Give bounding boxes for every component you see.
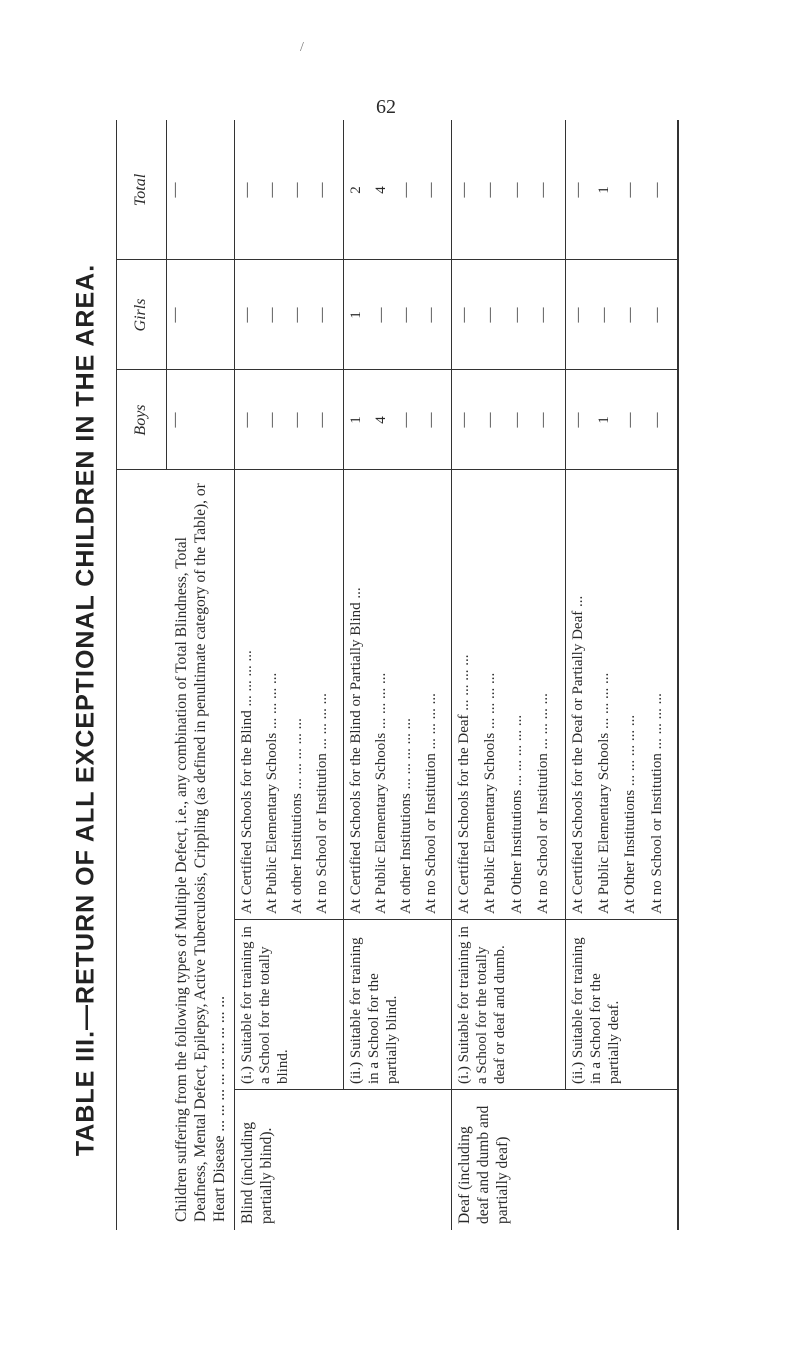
row-total: — <box>422 182 439 198</box>
row-label: At Public Elementary Schools ... ... ... ... <box>595 672 612 914</box>
row-boys: — <box>482 412 499 428</box>
row-total: 2 <box>347 186 364 194</box>
group-label: (ii.) Suitable for training in a School for the partially blind. <box>347 937 400 1084</box>
row-girls: 1 <box>347 311 364 319</box>
exceptional-children-table <box>116 120 678 1230</box>
row-total: — <box>535 182 552 198</box>
row-girls: — <box>372 307 389 323</box>
row-label: At Public Elementary Schools ... ... ... ... <box>264 672 281 914</box>
row-total: — <box>264 182 281 198</box>
row-label: At Public Elementary Schools ... ... ... ... <box>482 672 499 914</box>
row-total: — <box>622 182 639 198</box>
row-label: At Certified Schools for the Deaf ... ... ... ... <box>456 654 472 914</box>
row-label: At Other Institutions ... ... ... ... ... <box>622 714 639 914</box>
row-girls: — <box>569 307 586 323</box>
category-label: Blind (including partially blind). <box>239 1121 275 1224</box>
row-girls: — <box>648 307 665 323</box>
row-label: At no School or Institution ... ... ... ... <box>422 693 439 914</box>
row-boys: — <box>569 412 586 428</box>
row-girls: — <box>397 307 414 323</box>
row-girls: — <box>422 307 439 323</box>
rule-left-catcol <box>234 1089 678 1090</box>
row-label: At Certified Schools for the Blind or Partially Blind ... <box>347 587 364 914</box>
category-label: Deaf (including deaf and dumb and partially deaf) <box>456 1105 511 1224</box>
row-total: 4 <box>372 186 389 194</box>
row-total: — <box>482 182 499 198</box>
intro-total: — <box>167 182 183 198</box>
row-boys: — <box>239 412 255 428</box>
row-label: At Certified Schools for the Deaf or Partially Deaf ... <box>569 595 586 914</box>
row-girls: — <box>482 307 499 323</box>
intro-girls: — <box>167 307 183 323</box>
row-girls: — <box>314 307 331 323</box>
row-girls: — <box>622 307 639 323</box>
row-boys: — <box>422 412 439 428</box>
row-girls: — <box>508 307 525 323</box>
row-boys: 1 <box>595 416 612 424</box>
row-label: At Public Elementary Schools ... ... ... ... <box>372 672 389 914</box>
row-girls: — <box>239 307 255 323</box>
row-label: At other Institutions ... ... ... ... ... <box>397 718 414 914</box>
row-boys: — <box>397 412 414 428</box>
row-label: At Other Institutions ... ... ... ... ... <box>508 714 525 914</box>
row-total: — <box>508 182 525 198</box>
row-label: At other Institutions ... ... ... ... ... <box>289 718 306 914</box>
row-boys: — <box>289 412 306 428</box>
rule-top <box>116 120 117 1230</box>
row-total: — <box>648 182 665 198</box>
group-label: (i.) Suitable for training in a School for the totally blind. <box>239 926 291 1084</box>
rule-bottom <box>677 120 678 1230</box>
group-label: (i.) Suitable for training in a School for the totally deaf or deaf and dumb. <box>456 926 508 1084</box>
row-label: At no School or Institution ... ... ... ... <box>314 693 331 914</box>
row-girls: — <box>595 307 612 323</box>
row-girls: — <box>535 307 552 323</box>
row-total: — <box>239 182 255 198</box>
row-label: At no School or Institution ... ... ... ... <box>535 693 552 914</box>
row-total: — <box>569 182 586 198</box>
row-boys: — <box>648 412 665 428</box>
row-label: At Certified Schools for the Blind ... ... ... ... <box>239 650 255 914</box>
row-boys: — <box>264 412 281 428</box>
header-total: Total <box>132 173 149 207</box>
row-boys: 4 <box>372 416 389 424</box>
table-title: TABLE III.—RETURN OF ALL EXCEPTIONAL CHILDREN IN THE AREA. <box>71 263 100 1157</box>
row-total: — <box>314 182 331 198</box>
row-total: — <box>289 182 306 198</box>
rule-header <box>166 120 167 470</box>
row-boys: — <box>314 412 331 428</box>
row-girls: — <box>456 307 472 323</box>
row-label: At no School or Institution ... ... ... ... <box>648 693 665 914</box>
rule-left-groupcol <box>234 919 678 920</box>
row-total: 1 <box>595 186 612 194</box>
page-number: 62 <box>376 96 396 118</box>
row-total: — <box>456 182 472 198</box>
rule-category <box>678 120 679 1230</box>
header-boys: Boys <box>132 404 149 436</box>
row-boys: — <box>456 412 472 428</box>
row-total: — <box>397 182 414 198</box>
intro-text: Children suffering from the following types of Multiple Defect, i.e., any combination of Total Blindness, Total Deafness, Mental Defect, Epilepsy, Active Tuberculosis, Crippling (as defined in penultimate category of the Table), or Heart Disease ... ... ... ... ... ... ... ... ... <box>173 483 228 1222</box>
row-boys: 1 <box>347 416 364 424</box>
group-label: (ii.) Suitable for training in a School for the partially deaf. <box>569 937 622 1084</box>
row-boys: — <box>508 412 525 428</box>
header-girls: Girls <box>132 298 149 332</box>
row-girls: — <box>264 307 281 323</box>
stray-mark: / <box>300 40 304 55</box>
row-girls: — <box>289 307 306 323</box>
row-boys: — <box>535 412 552 428</box>
row-boys: — <box>622 412 639 428</box>
intro-boys: — <box>167 412 183 428</box>
